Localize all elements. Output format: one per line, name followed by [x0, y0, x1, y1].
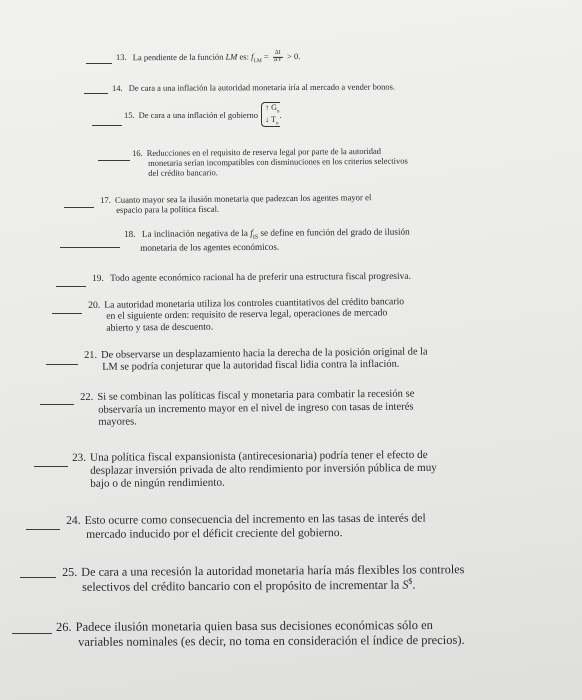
statement-line: observaría un incremento mayor en el nivel de ingreso con tasas de interés [98, 401, 414, 416]
brace-top: ↑ $G_o$ [265, 103, 280, 115]
formula-f: f [251, 51, 254, 62]
answer-blank-25[interactable] [20, 577, 56, 578]
item-number: 17. [100, 194, 111, 205]
policy-brace [261, 102, 280, 127]
item-number: 19. [92, 273, 104, 284]
item-number: 15. [124, 109, 135, 120]
answer-blank-13[interactable] [86, 63, 112, 64]
statement-26 [56, 618, 465, 650]
statement-line: Padece ilusión monetaria quien basa sus decisiones económicas sólo en [75, 618, 433, 634]
statement-line: Reducciones en el requisito de reserva legal por parte de la autoridad [146, 145, 382, 158]
answer-blank-23[interactable] [34, 466, 68, 467]
statement-line: monetaria de los agentes económicos. [140, 241, 280, 253]
s-superscript: $ [408, 576, 413, 586]
fraction-top: ΔI [273, 51, 283, 58]
answer-blank-17[interactable] [64, 207, 94, 208]
statement-line: De cara a una recesión la autoridad monetaria haría más flexibles los controles [81, 562, 465, 579]
answer-blank-14[interactable] [84, 93, 108, 94]
statement-17 [100, 192, 371, 215]
statement-text: La pendiente de la función [132, 51, 224, 63]
item-number: 14. [112, 82, 123, 93]
formula-end: > 0. [286, 51, 301, 62]
formula-f: f [250, 227, 253, 238]
item-number: 22. [80, 391, 94, 403]
statement-line: del crédito bancario. [148, 167, 218, 178]
statement-text: La inclinación negativa de la [141, 227, 248, 239]
statement-text: Todo agente económico racional ha de preferir una estructura fiscal progresiva. [110, 271, 411, 284]
statement-15 [124, 102, 282, 127]
answer-blank-20[interactable] [52, 313, 82, 314]
statement-14 [112, 82, 395, 93]
statement-22 [80, 388, 415, 429]
statement-text-mid: es: [239, 51, 249, 62]
answer-blank-22[interactable] [40, 404, 74, 405]
statement-text: selectivos del crédito bancario con el propósito de incrementar la [82, 578, 400, 595]
statement-21 [84, 346, 428, 374]
item-number: 13. [116, 52, 127, 63]
s-symbol: S [402, 578, 409, 593]
statement-line: Esto ocurre como consecuencia del incremento en las tasas de interés del [84, 511, 426, 527]
formula-fraction [273, 51, 283, 64]
item-number: 21. [84, 349, 98, 361]
lm-label: LM [225, 51, 238, 62]
formula-eq: = [263, 51, 269, 62]
statement-text-post: se define en función del grado de ilusión [260, 226, 410, 238]
item-number: 20. [88, 299, 101, 311]
answer-blank-21[interactable] [46, 364, 78, 365]
statement-line: LM se podría conjeturar que la autoridad fiscal lidia contra la inflación. [102, 358, 400, 374]
statement-line: mercado inducido por el déficit creciente del gobierno. [86, 525, 343, 541]
statement-line: De observarse un desplazamiento hacia la derecha de la posición original de la [100, 346, 428, 361]
item-number: 24. [66, 513, 81, 527]
statement-line: en el siguiente orden: requisito de reserva legal, operaciones de mercado [106, 307, 388, 323]
statement-19 [92, 272, 411, 285]
item-number: 16. [132, 147, 143, 158]
statement-line: Cuanto mayor sea la ilusión monetaria que padezcan los agentes mayor el [114, 192, 372, 205]
statement-line: La autoridad monetaria utiliza los controles cuantitativos del crédito bancario [104, 296, 405, 311]
statement-end: . [412, 577, 416, 593]
formula-sub: LM [253, 58, 262, 65]
statement-text: De cara a una inflación la autoridad monetaria iría al mercado a vender bonos. [128, 81, 396, 93]
statement-25 [62, 562, 465, 595]
statement-18 [124, 227, 410, 254]
item-number: 23. [72, 451, 87, 464]
statement-line: abierto y tasa de descuento. [106, 321, 214, 334]
item-number: 18. [124, 228, 136, 239]
formula-sub: IS [252, 234, 259, 241]
statement-16 [132, 146, 408, 178]
answer-blank-26[interactable] [12, 633, 52, 634]
statement-23 [72, 449, 437, 492]
fraction-bottom: ΔY [273, 56, 282, 63]
answer-blank-18[interactable] [60, 247, 120, 248]
statement-line: Si se combinan las políticas fiscal y monetaria para combatir la recesión se [97, 388, 415, 403]
answer-blank-19[interactable] [56, 286, 86, 287]
statement-line: variables nominales (es decir, no toma en consideración el índice de precios). [78, 632, 465, 649]
answer-blank-24[interactable] [26, 529, 60, 530]
statement-end: . [279, 109, 282, 120]
statement-line: monetaria serían incompatibles con disminuciones en los criterios selectivos [148, 155, 408, 168]
statement-line: Una política fiscal expansionista (antirecesionaria) podría tener el efecto de [89, 448, 428, 464]
answer-blank-15[interactable] [92, 125, 122, 126]
statement-line: mayores. [98, 416, 137, 428]
statement-13 [116, 51, 300, 66]
statement-line: desplazar inversión privada de alto rendimiento por inversión pública de muy [90, 462, 437, 478]
statement-line: bajo o de ningún rendimiento. [90, 477, 225, 491]
statement-24 [66, 511, 426, 541]
brace-bottom: ↓ $T_o$ [265, 114, 279, 127]
item-number: 26. [56, 619, 72, 634]
statement-20 [88, 296, 404, 334]
item-number: 25. [62, 564, 78, 579]
answer-blank-16[interactable] [98, 160, 130, 161]
statement-text: De cara a una inflación el gobierno [138, 109, 259, 120]
statement-line: espacio para la política fiscal. [116, 204, 220, 216]
